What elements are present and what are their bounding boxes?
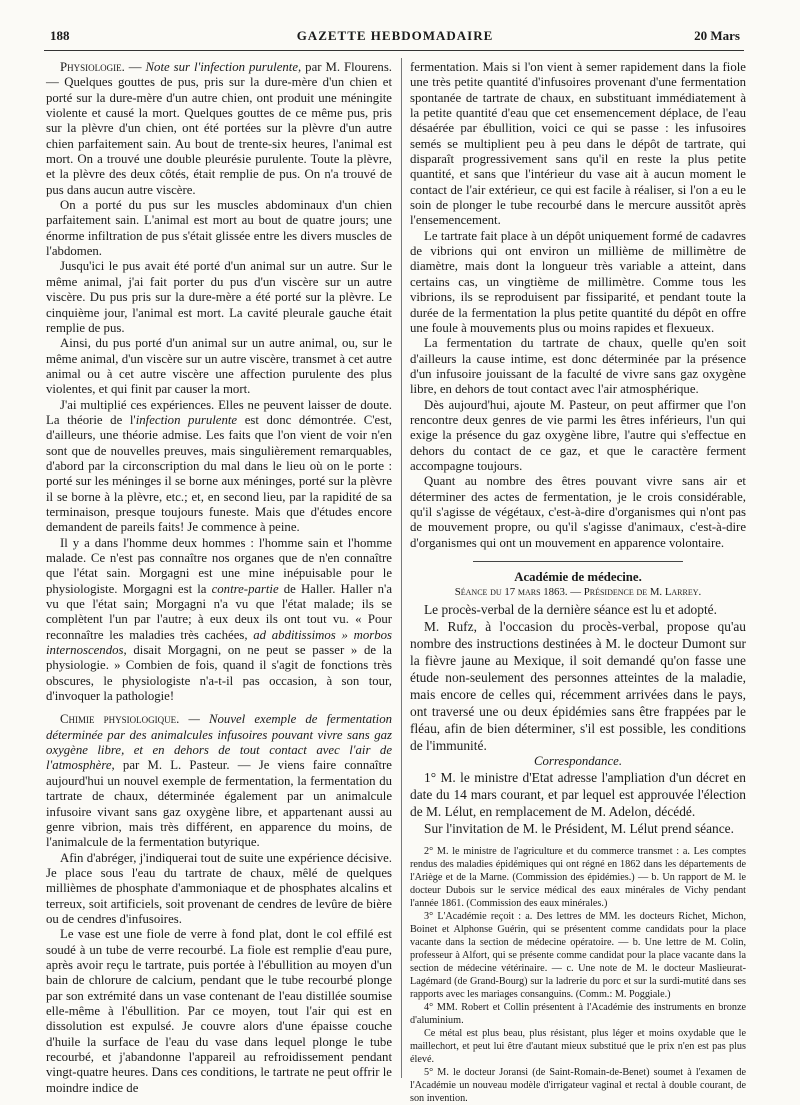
- right-column: [410, 60, 746, 1105]
- section-heading-chimie: Chimie physiologique.: [60, 712, 180, 727]
- left-column: [46, 60, 392, 1095]
- section-rule: [473, 561, 683, 562]
- session-line: Séance du 17 mars 1863. — Présidence de M. Larrey.: [454, 586, 702, 599]
- issue-date: 20 Mars: [694, 28, 740, 43]
- paragraph: [46, 536, 392, 705]
- article-pasteur: [46, 712, 392, 850]
- correspondance-heading: Correspondance.: [533, 753, 623, 768]
- article-author-pasteur: par M. L. Pasteur.: [114, 758, 230, 773]
- header-rule: [44, 50, 744, 51]
- paragraph: Afin d'abréger, j'indiquerai tout de suite une expérience décisive. Je place sous l'eau du tartrate de chaux, mêlé de quelques millièmes de phosphate d'ammoniaque et de phosphates alcalins et terreux, soit artificiels, soit provenant de cendres de levûre de bière ou de cendres d'infusoires.: [46, 850, 392, 926]
- page-header: [50, 28, 740, 48]
- paragraph: Quant au nombre des êtres pouvant vivre sans air et déterminer des actes de fermentation, je le crois considérable, qu'il s'agisse de végétaux, c'est-à-dire d'organismes qui n'ont pas de mouvement propre, ou qu'il s'agisse d'animaux, c'est-à-dire d'organismes qui ont un mouvement en apparence volontaire.: [410, 474, 746, 550]
- text-run: est donc démontrée. C'est, d'ailleurs, une théorie admise. Les faits que l'on vient de voir n'en sont que de nouvelles preuves, mais singulièrement remarquables, d'abord par la circonscription du mal dans le lieu où on le porte : porté sur les méninges il se borne aux méninges, porté sur la plèvre il se borne à la plèvre, etc.; et, en second lieu, par la rapidité de sa terminaison, presque toujours funeste. Mais que d'études encore demandent de pareils faits! Je commence à peine.: [46, 412, 392, 535]
- text-run: ad abditissimos » morbos internoscendos: [46, 627, 392, 658]
- paragraph: Dès aujourd'hui, ajoute M. Pasteur, on peut affirmer que l'on rencontre deux genres de vie parmi les êtres inférieurs, l'un qui exige la présence du gaz oxygène libre, l'autre qui s'effectue en dehors du contact de ce gaz, et que le caractère ferment accompagne toujours.: [410, 397, 746, 473]
- paragraph: — Quelques gouttes de pus, pris sur la dure-mère d'un chien et porté sur la dure-mère d'un autre chien, ont produit une méningite violente et causé la mort. Quelques gouttes de ce même pus, pris sur la plèvre d'un chien, ont été portées sur la plèvre d'un autre chien parfaitement sain. Au bout de trente-six heures, l'animal est mort. On a trouvé une double pleurésie purulente. Toute la plèvre, et la plèvre des deux côtés, était remplie de pus. On n'a trouvé de pus dans aucun autre viscère.: [46, 75, 392, 197]
- column-divider: [401, 58, 402, 1078]
- text-run: contre-partie: [211, 581, 279, 596]
- paragraph: Le vase est une fiole de verre à fond plat, dont le col effilé est soudé à un tube de verre recourbé. La fiole est remplie d'eau pure, après avoir reçu le tartrate, puis portée à l'ébullition au moyen d'un bain de chlorure de calcium, pendant que le tube recourbé plonge par son extrémité dans un vase contenant de l'eau distillée soumise elle-même à l'ébullition. Par ce moyen, tout l'air qui est en dissolution est expulsé. Je couvre alors d'une épaisse couche d'huile la surface de l'eau du vase dans lequel plonge le tube recourbé, et j'abandonne l'appareil au refroidissement pendant vingt-quatre heures. Dans ces conditions, le tartrate ne peut offrir le moindre indice de: [46, 927, 392, 1095]
- text-run: Il y a dans l'homme deux hommes : l'homme sain et l'homme malade. Ce n'est pas connaître nos organes que de n'en connaître que l'état sain. Morgagni est une mine inépuisable pour le physiologiste. Morgagni est la: [46, 535, 392, 596]
- article-title-pasteur: — Nouvel exemple de fermentation déterminée par des animalcules infusoires pouvant vivre sans gaz oxygène libre, et en dehors de tout contact avec l'air de l'atmosphère,: [46, 712, 392, 773]
- article-flourens: Physiologie. — Note sur l'infection purulente, par M. Flourens. — Quelques gouttes de pus, pris sur la dure-mère d'un chien et porté sur la dure-mère d'un autre chien, ont produit une méningite violente et causé la mort. Quelques gouttes de ce même pus, pris sur la plèvre d'un chien, ont été portées sur la plèvre d'un autre chien parfaitement sain. Au bout de trente-six heures, l'animal est mort. On a trouvé une double pleurésie purulente. Toute la plèvre, et la plèvre des deux côtés, était remplie de pus. On n'a trouvé de pus dans aucun autre viscère.: [46, 60, 392, 197]
- page-number: 188: [50, 28, 70, 43]
- paragraph: Ainsi, du pus porté d'un animal sur un autre animal, ou, sur le même animal, d'un viscère sur un autre viscère, transmet à cet autre animal ou à cet autre viscère une affection purulente des plus violentes, et qui finit par causer la mort.: [46, 336, 392, 397]
- small-paragraph: Ce métal est plus beau, plus résistant, plus léger et moins oxydable que le maillechort, et peut lui être d'autant mieux substitué que le prix n'en est pas plus élevé.: [410, 1028, 746, 1066]
- paragraph: fermentation. Mais si l'on vient à semer rapidement dans la fiole une très petite quantité d'infusoires provenant d'une fermentation spontanée de tartrate de chaux, en substituant immédiatement à la petite quantité d'eau que cet ensemencement déplace, de l'eau désaérée par ébullition, voici ce qui se passe : les infusoires semés se multiplient peu à peu dans le dépôt de tartrate, qui disparaît progressivement sans qu'il en reste la plus petite quantité, et sans que l'intérieur du vase ait à aucun moment le contact de l'air extérieur, ce qui est facile à réaliser, si l'on a eu le soin de plonger le tube recourbé dans le mercure aussitôt après l'ensemencement.: [410, 60, 746, 228]
- section-heading-physiologie: Physiologie.: [60, 60, 125, 74]
- paragraph: Le procès-verbal de la dernière séance est lu et adopté.: [424, 601, 717, 617]
- paragraph: [46, 398, 392, 536]
- academy-heading: Académie de médecine.: [514, 570, 642, 584]
- small-paragraph: 5° M. le docteur Joransi (de Saint-Romain-de-Benet) soumet à l'examen de l'Académie un nouveau modèle d'irrigateur vaginal et rectal à double courant, de son invention.: [410, 1067, 746, 1105]
- text-run: de Haller. Haller n'a vu que l'état sain; Morgagni n'a vu que l'état malade; ils se complètent l'un par l'autre; à eux deux ils ont tout vu. « Pour reconnaître les maladies très cachées,: [46, 581, 392, 642]
- small-paragraph: 4° MM. Robert et Collin présentent à l'Académie des instruments en bronze d'aluminium.: [410, 1002, 746, 1027]
- paragraph: M. Rufz, à l'occasion du procès-verbal, propose qu'au nombre des instructions destinées à M. le docteur Dumont sur la fièvre jaune au Mexique, il soit demandé qu'on fasse une étude non-seulement des personnes atteintes de la maladie, mais encore de celles qui, récemment arrivées dans le pays, ont traversé une ou deux épidémies sans être frappées par le fléau, afin de bien déterminer, s'il est possible, les conditions de l'immunité.: [410, 618, 746, 753]
- text-run: , disait Morgagni, on ne peut se passer » de la physiologie. » Combien de fois, quand il s'agit de fonctions très obscures, le physiologiste n'a-t-il pas occasion, à son tour, d'invoquer la pathologie!: [46, 643, 392, 704]
- paragraph: La fermentation du tartrate de chaux, quelle qu'en soit d'ailleurs la cause intime, est donc déterminée par la présence d'un infusoire jouissant de la faculté de vivre sans gaz oxygène libre, en dehors de tout contact avec l'air atmosphérique.: [410, 336, 746, 397]
- paragraph: 1° M. le ministre d'Etat adresse l'ampliation d'un décret en date du 14 mars courant, et par lequel est approuvée l'élection de M. Lélut, en remplacement de M. Adelon, décédé.: [410, 770, 746, 820]
- paragraph: Sur l'invitation de M. le Président, M. Lélut prend séance.: [424, 821, 734, 837]
- small-paragraph: 2° M. le ministre de l'agriculture et du commerce transmet : a. Les comptes rendus des maladies épidémiques qui ont régné en 1862 dans les départements de l'Ariège et de la Marne. (Commission des épidémies.) — b. Un rapport de M. le docteur Dubois sur le service médical des eaux minérales de Vichy pendant l'année 1861. (Commission des eaux minérales.): [410, 846, 746, 910]
- paragraph: Jusqu'ici le pus avait été porté d'un animal sur un autre. Sur le même animal, j'ai fait porter du pus d'un viscère sur un autre viscère. Du pus pris sur la dure-mère a été porté sur la plèvre. Le cinquième jour, l'animal est mort. La cavité pleurale gauche était remplie de pus.: [46, 259, 392, 335]
- journal-title: GAZETTE HEBDOMADAIRE: [296, 28, 494, 43]
- paragraph: On a porté du pus sur les muscles abdominaux d'un chien parfaitement sain. L'animal est mort au bout de quatre jours; une énorme infiltration de pus s'était glissée entre les divers muscles de l'abdomen.: [46, 198, 392, 259]
- text-run: J'ai multiplié ces expériences. Elles ne peuvent laisser de doute. La théorie de l': [46, 397, 392, 427]
- article-author-flourens: , par M. Flourens.: [298, 60, 392, 74]
- paragraph: Le tartrate fait place à un dépôt uniquement formé de cadavres de vibrions qui ont environ un millième de millimètre de diamètre, mais dont la longueur très variable a atteint, dans certains cas, un vingtième de millimètre. Comme tous les vibrions, ils se reproduisent par fissiparité, et pendant toute la durée de la fermentation la plus petite quantité du dépôt en offre une foule à mouvements plus ou moins rapides et flexueux.: [410, 228, 746, 335]
- article-title-flourens: Note sur l'infection purulente: [145, 60, 299, 74]
- paragraph: — Je viens faire connaître aujourd'hui un nouvel exemple de fermentation, la fermentation du tartrate de chaux, déterminée également par un animalcule infusoire vivant sans gaz oxygène libre, et appartenant aussi au genre vibrion, mais très différent, en apparence du moins, de l'animalcule de la fermentation butyrique.: [46, 758, 392, 850]
- text-run: infection purulente: [135, 412, 238, 427]
- small-paragraph: 3° L'Académie reçoit : a. Des lettres de MM. les docteurs Richet, Michon, Boinet et Alphonse Guérin, qui se présentent comme candidats pour la place vacante dans la section de médecine opératoire. — b. Une lettre de M. Colin, professeur à Alfort, qui se présente comme candidat pour la place vacante dans la section de médecine vétérinaire. — c. Une note de M. le docteur Maslieurat-Lagémard (de Grand-Bourg) sur la ladrerie du porc et sur la surdi-mutité dans ses rapports avec les mariages consanguins. (Comm.: M. Poggiale.): [410, 911, 746, 1001]
